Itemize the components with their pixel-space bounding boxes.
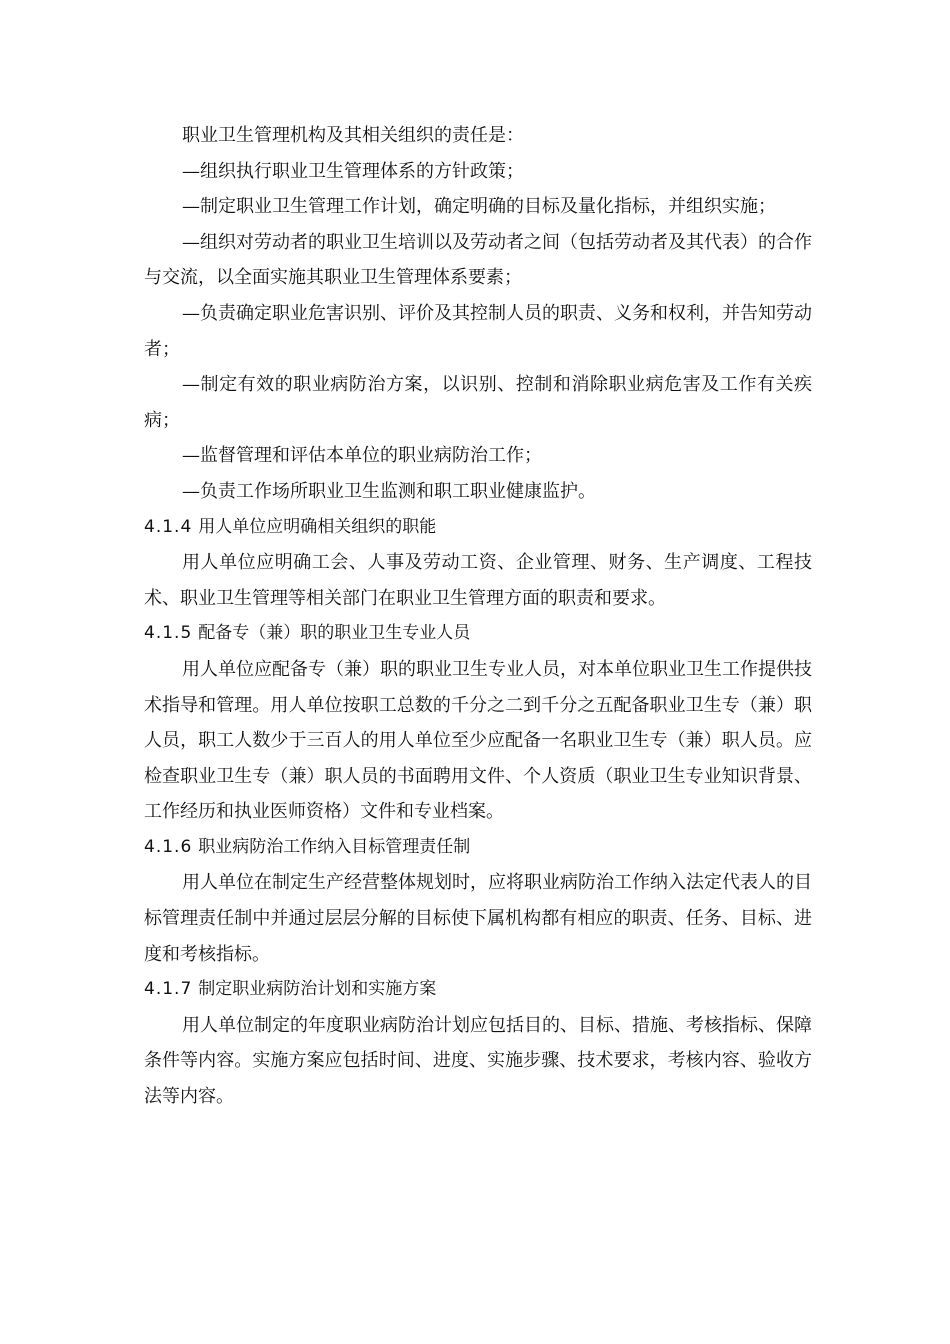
- section-number: 4.1.7: [144, 979, 193, 1000]
- section-number: 4.1.5: [144, 623, 193, 644]
- section-heading-4-1-6: [144, 830, 812, 866]
- duty-item: —制定职业卫生管理工作计划，确定明确的目标及量化指标，并组织实施；: [182, 196, 776, 218]
- duty-item: —负责确定职业危害识别、评价及其控制人员的职责、义务和权利，并告知劳动者；: [144, 302, 812, 360]
- section-body: 用人单位应配备专（兼）职的职业卫生专业人员，对本单位职业卫生工作提供技术指导和管理。用人单位按职工总数的千分之二到千分之五配备职业卫生专（兼）职人员，职工人数少于三百人的用人单位至少应配备一名职业卫生专（兼）职人员。应检查职业卫生专（兼）职人员的书面聘用文件、个人资质（职业卫生专业知识背景、工作经历和执业医师资格）文件和专业档案。: [144, 658, 812, 823]
- section-number: 4.1.6: [144, 836, 193, 857]
- duty-item: —负责工作场所职业卫生监测和职工职业健康监护。: [182, 480, 596, 502]
- section-body: 用人单位在制定生产经营整体规划时，应将职业病防治工作纳入法定代表人的目标管理责任制中并通过层层分解的目标使下属机构都有相应的职责、任务、目标、进度和考核指标。: [144, 872, 812, 965]
- section-heading-4-1-5: [144, 616, 812, 652]
- section-title: 制定职业病防治计划和实施方案: [198, 979, 437, 1000]
- section-title: 用人单位应明确相关组织的职能: [198, 516, 437, 537]
- section-title: 职业病防治工作纳入目标管理责任制: [198, 836, 471, 857]
- duty-item: —组织对劳动者的职业卫生培训以及劳动者之间（包括劳动者及其代表）的合作与交流，以全面实施其职业卫生管理体系要素；: [144, 231, 812, 289]
- document-body: [144, 118, 812, 1115]
- section-body: 用人单位应明确工会、人事及劳动工资、企业管理、财务、生产调度、工程技术、职业卫生管理等相关部门在职业卫生管理方面的职责和要求。: [144, 552, 812, 609]
- section-number: 4.1.4: [144, 516, 193, 537]
- section-heading-4-1-7: [144, 972, 812, 1008]
- section-body: 用人单位制定的年度职业病防治计划应包括目的、目标、措施、考核指标、保障条件等内容。实施方案应包括时间、进度、实施步骤、技术要求，考核内容、验收方法等内容。: [144, 1014, 812, 1108]
- duty-item: —组织执行职业卫生管理体系的方针政策；: [182, 160, 524, 182]
- duty-item: —制定有效的职业病防治方案，以识别、控制和消除职业病危害及工作有关疾病；: [144, 374, 812, 431]
- duty-item: —监督管理和评估本单位的职业病防治工作；: [182, 445, 542, 467]
- duties-intro: 职业卫生管理机构及其相关组织的责任是：: [182, 125, 524, 146]
- section-heading-4-1-4: [144, 510, 812, 546]
- section-title: 配备专（兼）职的职业卫生专业人员: [198, 623, 471, 644]
